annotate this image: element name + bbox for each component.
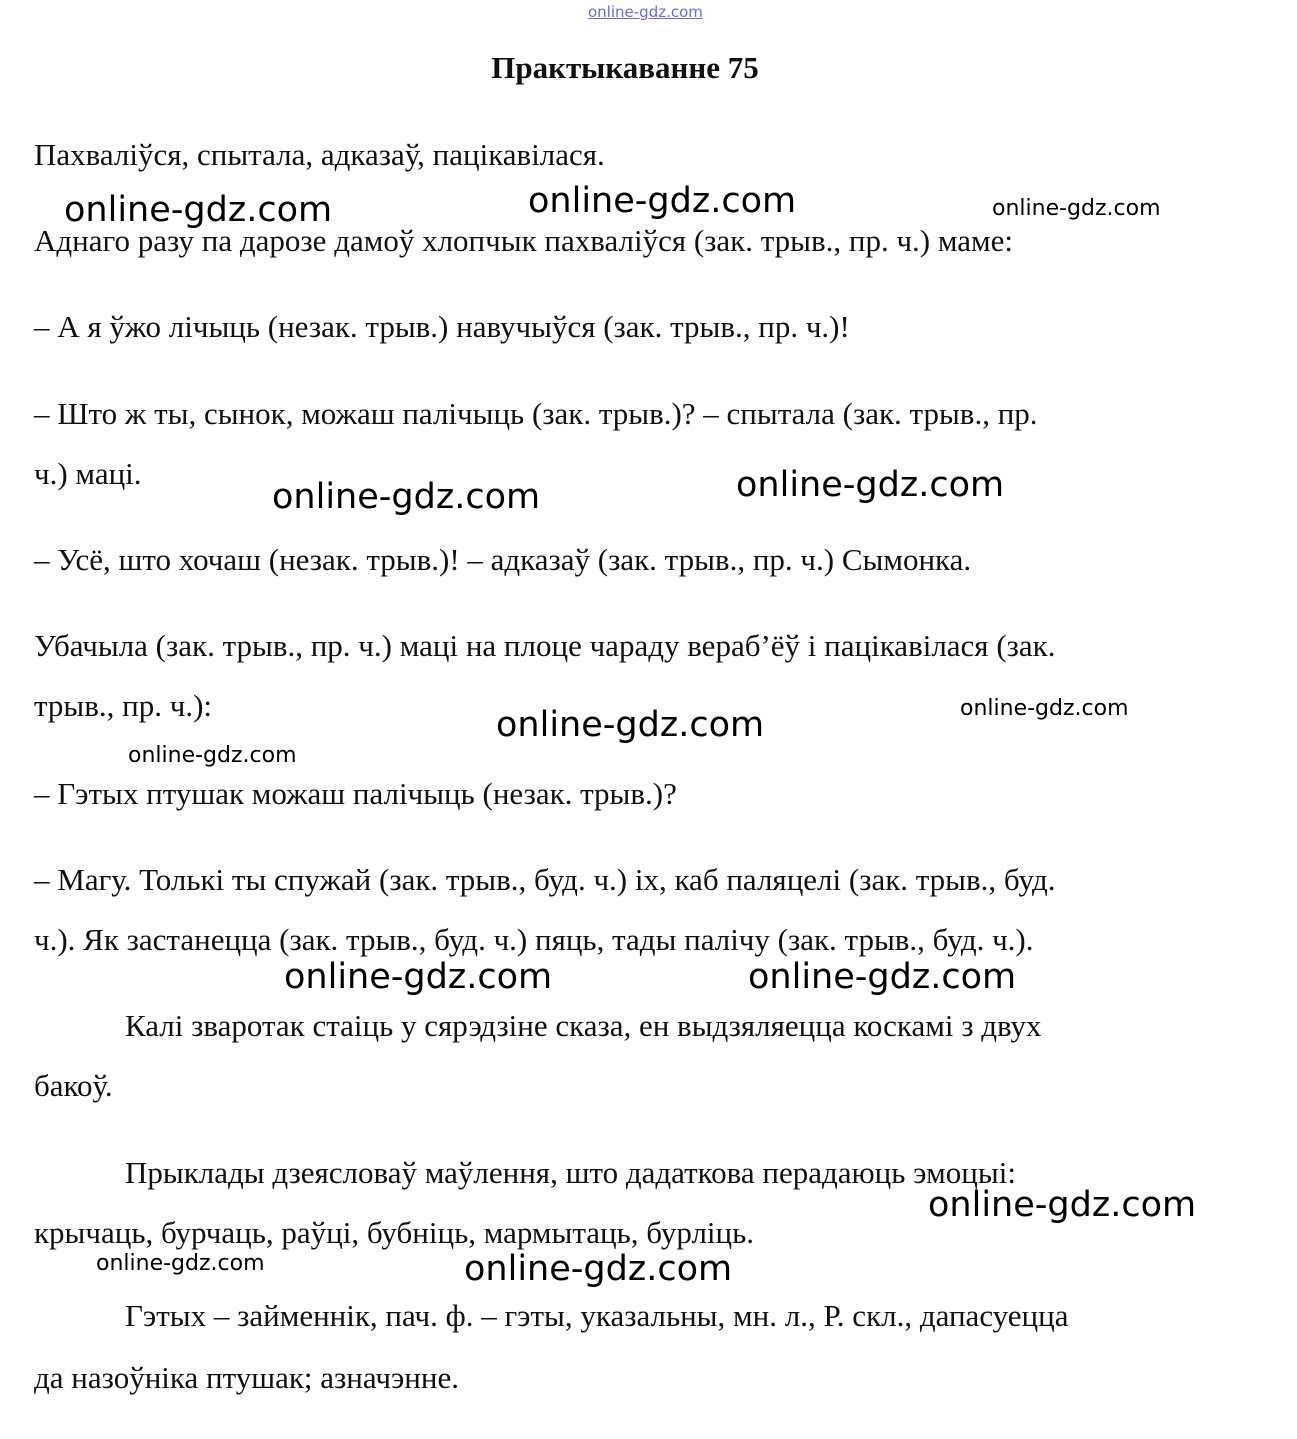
text-line: Пахваліўся, спытала, адказаў, пацікавілася. bbox=[34, 137, 605, 172]
watermark: online-gdz.com bbox=[748, 957, 1017, 997]
watermark: online-gdz.com bbox=[528, 181, 797, 221]
text-line: бакоў. bbox=[34, 1068, 113, 1103]
watermark: online-gdz.com bbox=[128, 743, 297, 768]
watermark: online-gdz.com bbox=[992, 196, 1161, 221]
text-line: Гэтых – займеннік, пач. ф. – гэты, указальны, мн. л., Р. скл., дапасуецца bbox=[125, 1298, 1069, 1333]
watermark: online-gdz.com bbox=[464, 1249, 733, 1289]
text-line: – Гэтых птушак можаш палічыць (незак. трыв.)? bbox=[34, 776, 677, 811]
text-line: – Усё, што хочаш (незак. трыв.)! – адказаў (зак. трыв., пр. ч.) Сымонка. bbox=[34, 542, 972, 577]
text-line: Убачыла (зак. трыв., пр. ч.) маці на плоце чараду вераб’ёў і пацікавілася (зак. bbox=[34, 628, 1056, 663]
text-line: – А я ўжо лічыць (незак. трыв.) навучыўся (зак. трыв., пр. ч.)! bbox=[34, 309, 850, 344]
text-line: – Што ж ты, сынок, можаш палічыць (зак. трыв.)? – спытала (зак. трыв., пр. bbox=[34, 396, 1038, 431]
text-line: Аднаго разу па дарозе дамоў хлопчык пахваліўся (зак. трыв., пр. ч.) маме: bbox=[34, 223, 1014, 258]
text-line: Прыклады дзеясловаў маўлення, што дадаткова перадаюць эмоцыі: bbox=[125, 1155, 1016, 1190]
watermark: online-gdz.com bbox=[496, 705, 765, 745]
watermark: online-gdz.com bbox=[96, 1251, 265, 1276]
watermark: online-gdz.com bbox=[928, 1185, 1197, 1225]
text-line: ч.). Як застанецца (зак. трыв., буд. ч.) пяць, тады палічу (зак. трыв., буд. ч.). bbox=[34, 922, 1034, 957]
watermark: online-gdz.com bbox=[284, 957, 553, 997]
text-line: да назоўніка птушак; азначэнне. bbox=[34, 1360, 459, 1395]
page-title: Практыкаванне 75 bbox=[491, 50, 759, 85]
watermark: online-gdz.com bbox=[736, 465, 1005, 505]
watermark: online-gdz.com bbox=[272, 477, 541, 517]
text-line: крычаць, бурчаць, раўці, бубніць, мармытаць, бурліць. bbox=[34, 1215, 755, 1250]
text-line: трыв., пр. ч.): bbox=[34, 688, 213, 723]
text-line: – Магу. Толькі ты спужай (зак. трыв., буд. ч.) іх, каб паляцелі (зак. трыв., буд. bbox=[34, 862, 1056, 897]
text-line: ч.) маці. bbox=[34, 456, 142, 491]
header-site-link[interactable]: online-gdz.com bbox=[588, 3, 703, 21]
watermark: online-gdz.com bbox=[960, 696, 1129, 721]
watermark: online-gdz.com bbox=[64, 190, 333, 230]
text-line: Калі зваротак стаіць у сярэдзіне сказа, ен выдзяляецца коскамі з двух bbox=[125, 1008, 1042, 1043]
